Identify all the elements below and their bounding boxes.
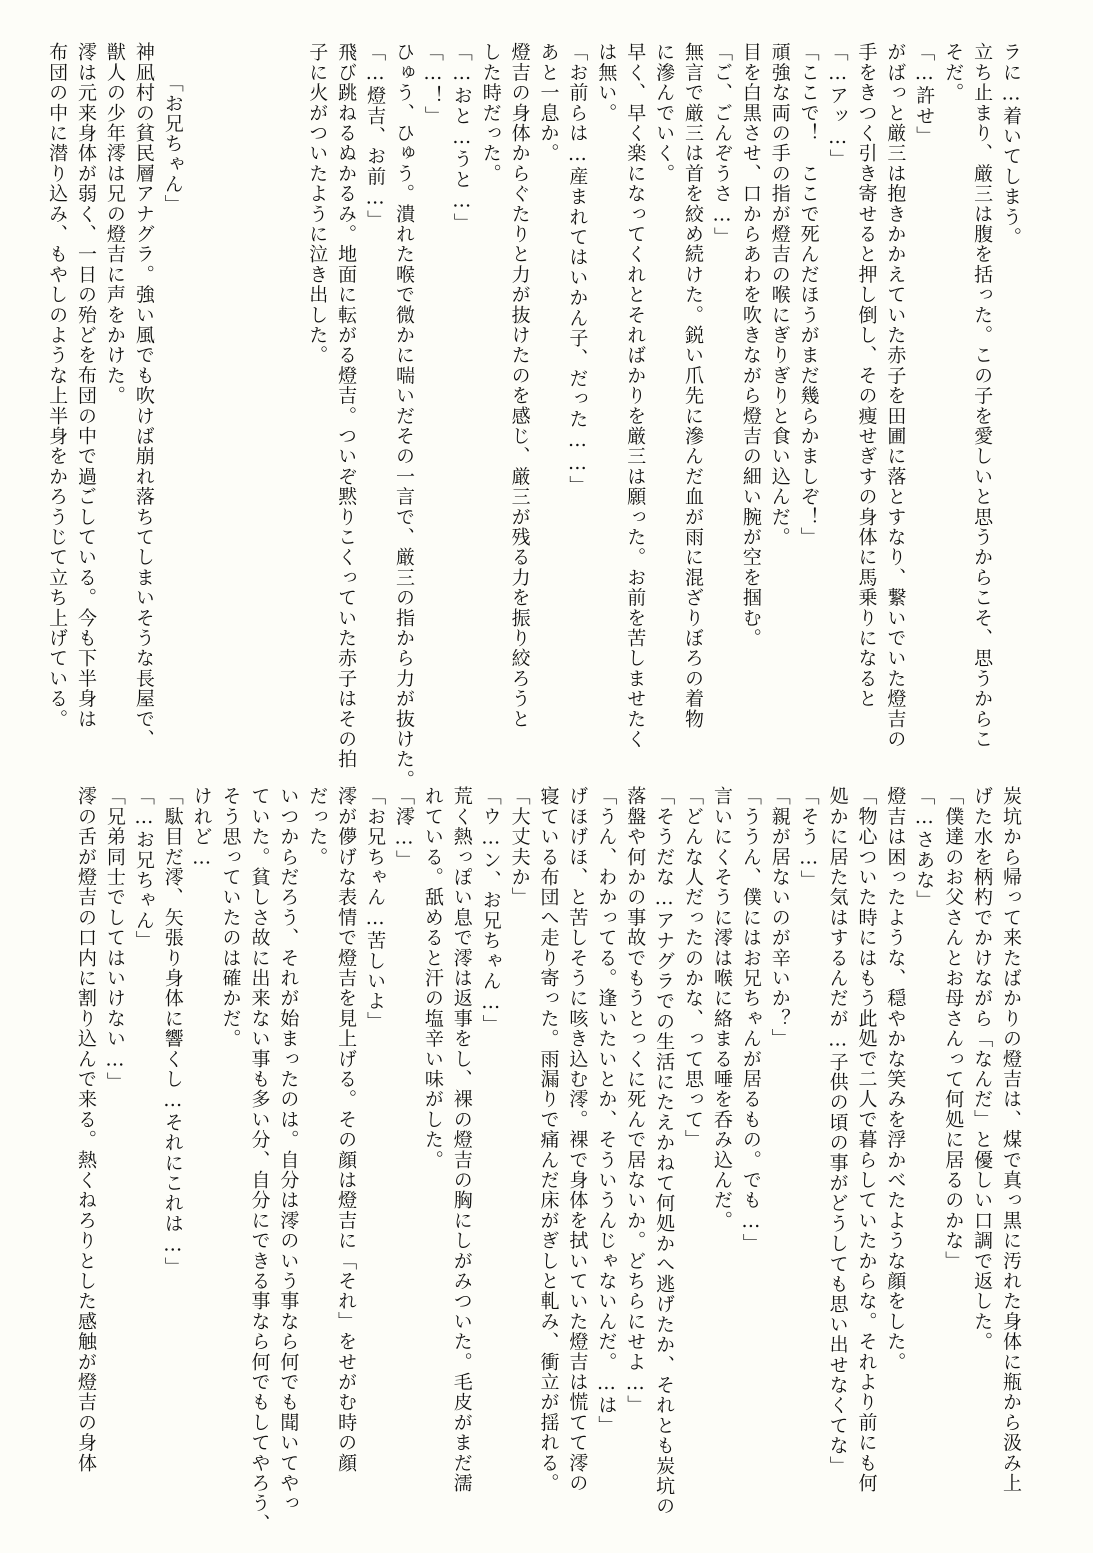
text-line: 「…おと…うと…」 bbox=[450, 42, 473, 233]
text-line: 頑強な両の手の指が燈吉の喉にぎりぎりと食い込んだ。 bbox=[768, 42, 791, 547]
text-line: だった。 bbox=[306, 786, 329, 867]
text-line: そだ。 bbox=[942, 42, 965, 103]
text-line: 「…お兄ちゃん」 bbox=[132, 786, 155, 951]
text-line: 「ウ…ン、お兄ちゃん…」 bbox=[479, 786, 502, 1035]
text-line bbox=[245, 42, 274, 732]
text-line: 「澪…」 bbox=[392, 786, 415, 870]
text-line: 「兄弟同士でしてはいけない…」 bbox=[103, 786, 126, 1092]
text-line: 言いにくそうに澪は喉に絡まる唾を呑み込んだ。 bbox=[710, 786, 733, 1231]
text-line: 「大丈夫か」 bbox=[508, 786, 531, 908]
text-line: ていた。貧しさ故に出来ない事も多い分、自分にできる事なら何でもしてやろう、 bbox=[248, 786, 271, 1534]
text-line: 神凪村の貧民層アナグラ。強い風でも吹けば崩れ落ちてしまいそうな長屋で、 bbox=[132, 42, 155, 749]
text-line: 飛び跳ねるぬかるみ。地面に転がる燈吉。ついぞ黙りこくっていた赤子はその拍 bbox=[335, 42, 358, 770]
text-line: 「お兄ちゃん…苦しいよ」 bbox=[364, 786, 387, 1032]
text-line: に滲んでいく。 bbox=[653, 42, 676, 184]
text-line: 立ち止まり、厳三は腹を括った。この子を愛しいと思うからこそ、思うからこ bbox=[971, 42, 994, 749]
text-line: げほげほ、と苦しそうに咳き込む澪。裸で身体を拭いていた燈吉は慌てて澪の bbox=[566, 786, 589, 1493]
text-line: 「そう…」 bbox=[797, 786, 820, 890]
text-line bbox=[216, 42, 245, 732]
text-line: 「そうだな…アナグラでの生活にたえかねて何処かへ逃げたか、それとも炭坑の bbox=[653, 786, 676, 1517]
text-line: 「…燈吉、お前…」 bbox=[364, 42, 387, 230]
text-line: 「…さあな」 bbox=[913, 786, 936, 911]
text-line: 処かに居た気はするんだが…子供の頃の事がどうしても思い出せなくてな」 bbox=[826, 786, 849, 1476]
text-line: 澪が儚げな表情で燈吉を見上げる。その顔は燈吉に「それ」をせがむ時の顔 bbox=[335, 786, 358, 1473]
text-line: いつからだろう、それが始まったのは。自分は澪のいう事なら何でも聞いてやっ bbox=[277, 786, 300, 1514]
text-line: 子に火がついたように泣き出した。 bbox=[306, 42, 329, 366]
text-line: 早く、早く楽になってくれとそればかりを厳三は願った。お前を苦しませたく bbox=[624, 42, 647, 749]
text-line: 手をきつく引き寄せると押し倒し、その痩せぎすの身体に馬乗りになると bbox=[855, 42, 878, 709]
text-line: ラに…着いてしまう。 bbox=[1000, 42, 1022, 247]
text-line: 「うん、わかってる。逢いたいとか、そういうんじゃないんだ。…は」 bbox=[595, 786, 618, 1436]
text-line: 落盤や何かの事故でもうとっくに死んで居ないか。どちらにせよ…」 bbox=[624, 786, 647, 1416]
text-line: は無い。 bbox=[595, 42, 618, 123]
text-line: 燈吉の身体からぐたりと力が抜けたのを感じ、厳三が残る力を振り絞ろうと bbox=[508, 42, 531, 729]
text-line: 「…！」 bbox=[421, 42, 444, 126]
text-line: 寝ている布団へ走り寄った。雨漏りで痛んだ床がぎしと軋み、衝立が揺れる。 bbox=[537, 786, 560, 1493]
text-line: 「ご、ごんぞうさ…」 bbox=[710, 42, 733, 247]
text-line: 「ううん、僕にはお兄ちゃんが居るもの。でも…」 bbox=[739, 786, 762, 1254]
text-line: 布団の中に潜り込み、もやしのような上半身をかろうじて立ち上げている。 bbox=[46, 42, 69, 729]
lower-text-block bbox=[65, 786, 1025, 1534]
text-line: 「お兄ちゃん」 bbox=[161, 42, 184, 215]
text-line: 「…アッ…」 bbox=[826, 42, 849, 170]
text-line: 「お前らは…産まれてはいかん子、だった……」 bbox=[566, 42, 589, 496]
text-line bbox=[187, 42, 216, 732]
text-line: 荒く熱っぽい息で澪は返事をし、裸の燈吉の胸にしがみついた。毛皮がまだ濡 bbox=[450, 786, 473, 1493]
text-line: 「物心ついた時にはもう此処で二人で暮らしていたからな。それより前にも何 bbox=[855, 786, 878, 1493]
text-line: あと一息か。 bbox=[537, 42, 560, 164]
upper-text-block bbox=[46, 42, 1025, 790]
text-line: そう思っていたのは確かだ。 bbox=[219, 786, 242, 1049]
text-line bbox=[273, 42, 302, 732]
text-line: 無言で厳三は首を絞め続けた。鋭い爪先に滲んだ血が雨に混ざりぼろの着物 bbox=[682, 42, 705, 729]
text-line: 獣人の少年澪は兄の燈吉に声をかけた。 bbox=[103, 42, 126, 406]
text-line: 「僕達のお父さんとお母さんって何処に居るのかな」 bbox=[942, 786, 965, 1271]
text-line: げた水を柄杓でかけながら「なんだ」と優しい口調で返した。 bbox=[971, 786, 994, 1352]
text-line: 目を白黒させ、口からあわを吹きながら燈吉の細い腕が空を掴む。 bbox=[739, 42, 762, 648]
text-line: した時だった。 bbox=[479, 42, 502, 184]
text-line: がばっと厳三は抱きかかえていた赤子を田圃に落とすなり、繋いでいた燈吉の bbox=[884, 42, 907, 749]
text-line: 「親が居ないのが辛いか？」 bbox=[768, 786, 791, 1049]
text-line: 澪は元来身体が弱く、一日の殆どを布団の中で過ごしている。今も下半身は bbox=[75, 42, 97, 729]
text-line: けれど… bbox=[190, 786, 213, 870]
text-line: 燈吉は困ったような、穏やかな笑みを浮かべたような顔をした。 bbox=[884, 786, 907, 1372]
text-line: 「…許せ」 bbox=[913, 42, 936, 146]
text-line: 「駄目だ澪、矢張り身体に響くし…それにこれは…」 bbox=[161, 786, 184, 1277]
text-line: ひゅう、ひゅう。潰れた喉で微かに喘いだその一言で、厳三の指から力が抜けた。 bbox=[392, 42, 415, 790]
text-line: 澪の舌が燈吉の口内に割り込んで来る。熱くねろりとした感触が燈吉の身体 bbox=[75, 786, 97, 1473]
text-line: れている。舐めると汗の塩辛い味がした。 bbox=[421, 786, 444, 1170]
text-line: 「ここで！ ここで死んだほうがまだ幾らかましぞ！」 bbox=[797, 42, 820, 547]
text-line: 炭坑から帰って来たばかりの燈吉は、煤で真っ黒に汚れた身体に瓶から汲み上 bbox=[1000, 786, 1022, 1494]
text-line: 「どんな人だったのかな、って思って」 bbox=[682, 786, 705, 1150]
